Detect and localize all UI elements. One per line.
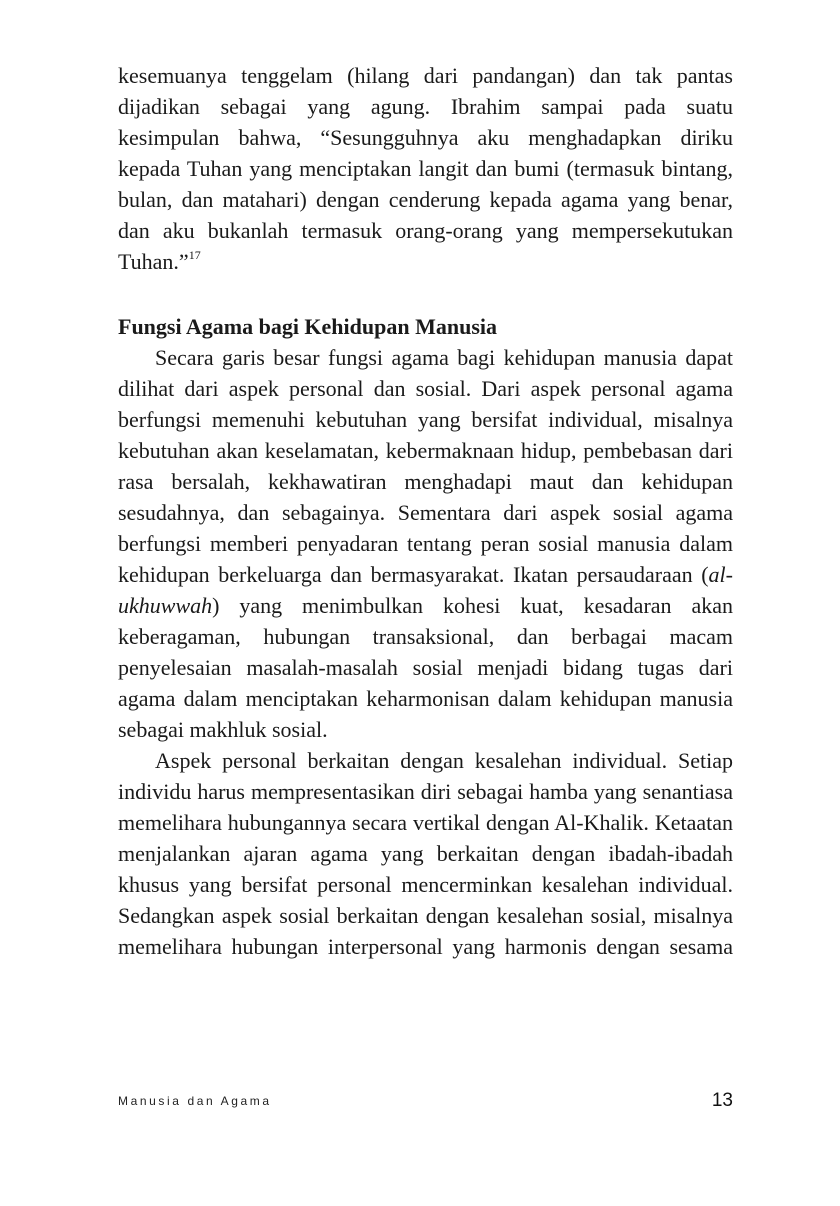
paragraph-1-text: kesemuanya tenggelam (hilang dari pandangan) dan tak pantas dijadikan sebagai yang agung. Ibrahim sampai pada suatu kesimpulan bahwa, “Sesungguhnya aku menghadapkan diriku kepada Tuhan yang menciptakan langit dan bumi (termasuk bintang, bulan, dan matahari) dengan cenderung kepada agama yang benar, dan aku bukanlah termasuk orang-orang yang mempersekutukan Tuhan.” — [118, 63, 733, 274]
paragraph-2-text-after: ) yang menimbulkan kohesi kuat, kesadaran akan keberagaman, hubungan transaksional, dan berbagai macam penyelesaian masalah-masalah sosial menjadi bidang tugas dari agama dalam menciptakan keharmonisan dalam kehidupan manusia sebagai makhluk sosial. — [118, 593, 733, 742]
paragraph-2-italic-term: al-ukhuwwah — [118, 562, 733, 618]
page-body — [118, 60, 733, 962]
running-title: Manusia dan Agama — [118, 1094, 272, 1108]
page-number: 13 — [711, 1090, 733, 1111]
footnote-marker: 17 — [188, 247, 201, 262]
paragraph-1 — [118, 60, 733, 277]
section-heading: Fungsi Agama bagi Kehidupan Manusia — [118, 314, 498, 339]
paragraph-2 — [118, 342, 733, 745]
paragraph-3-text: Aspek personal berkaitan dengan kesalehan individual. Setiap individu harus mempresentasikan diri sebagai hamba yang senantiasa memelihara hubungannya secara vertikal dengan Al-Khalik. Ketaatan menjalankan ajaran agama yang berkaitan dengan ibadah-ibadah khusus yang bersifat personal mencerminkan kesalehan individual. Sedangkan aspek sosial berkaitan dengan kesalehan sosial, misalnya memelihara hubungan interpersonal yang harmonis dengan sesama — [118, 748, 733, 959]
paragraph-2-text-before: Secara garis besar fungsi agama bagi kehidupan manusia dapat dilihat dari aspek personal dan sosial. Dari aspek personal agama berfungsi memenuhi kebutuhan yang bersifat individual, misalnya kebutuhan akan keselamatan, kebermaknaan hidup, pembebasan dari rasa bersalah, kekhawatiran menghadapi maut dan kehidupan sesudahnya, dan sebagainya. Sementara dari aspek sosial agama berfungsi memberi penyadaran tentang peran sosial manusia dalam kehidupan berkeluarga dan bermasyarakat. Ikatan persaudaraan ( — [118, 345, 733, 587]
paragraph-3 — [118, 745, 733, 962]
page-footer — [118, 1088, 733, 1114]
